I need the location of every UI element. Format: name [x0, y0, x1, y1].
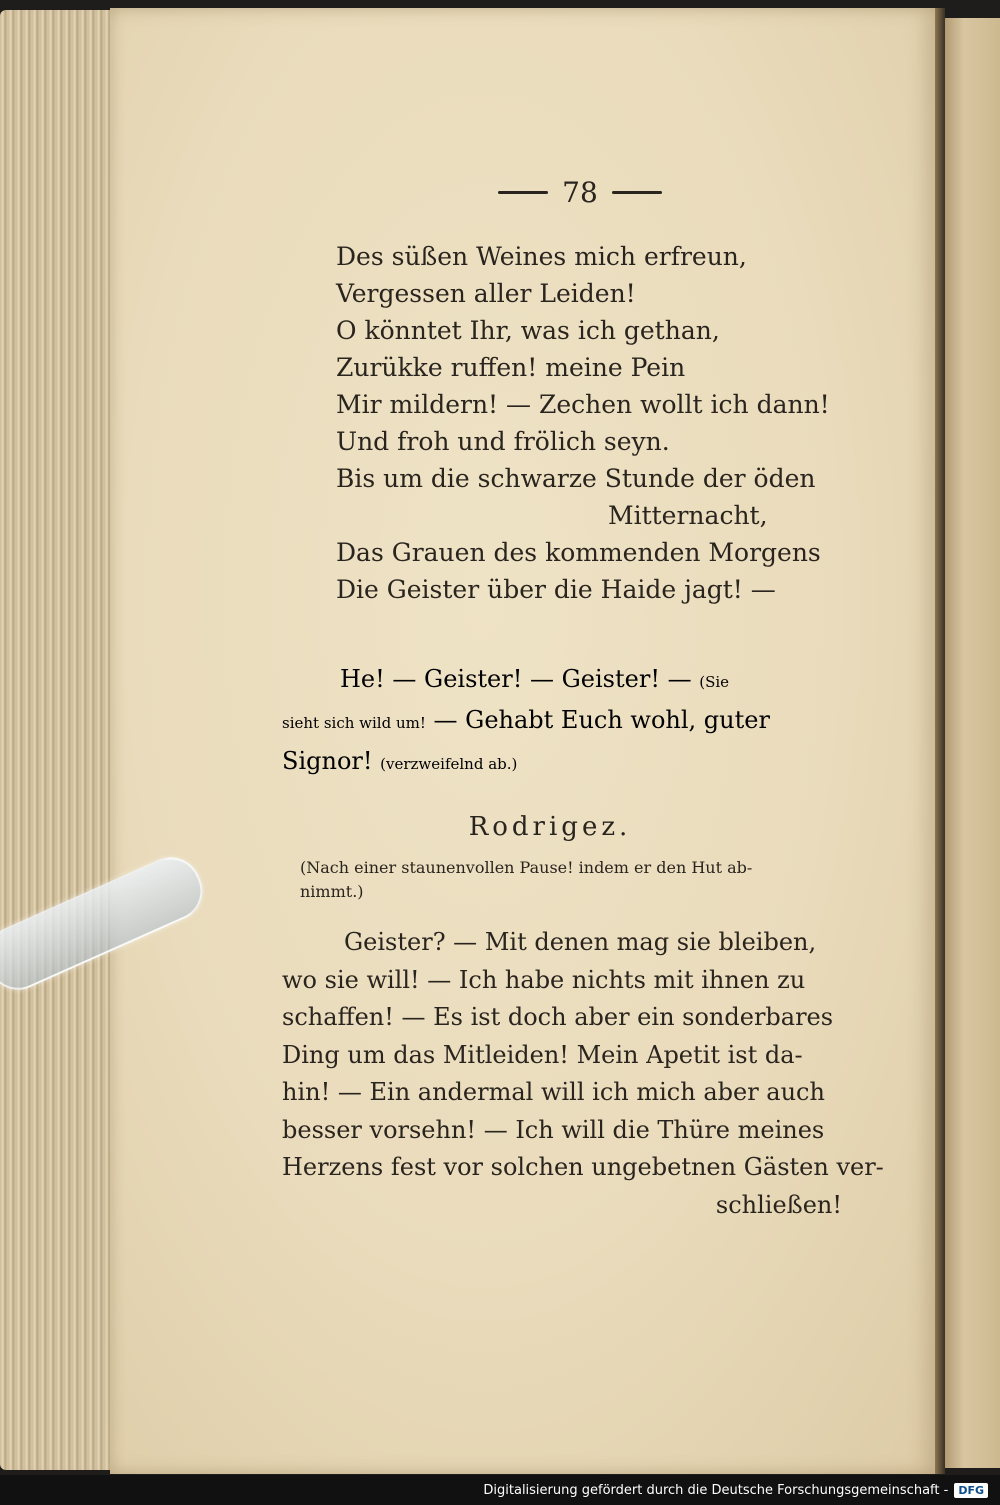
- paragraph-line: Herzens fest vor solchen ungebetnen Gästen ver-: [282, 1153, 884, 1181]
- speech-line: Signor!: [282, 747, 373, 775]
- verse-line: Vergessen aller Leiden!: [336, 279, 636, 308]
- verse-line: Bis um die schwarze Stunde der öden: [336, 464, 816, 493]
- paragraph-line: schaffen! — Es ist doch aber ein sonderbares: [282, 1003, 834, 1031]
- verse-line: Und froh und frölich seyn.: [336, 427, 670, 456]
- stage-direction: (Nach einer staunenvollen Pause! indem er den Hut ab- nimmt.): [300, 858, 753, 901]
- stage-note: (verzweifelnd ab.): [380, 755, 518, 773]
- verse-line: Mitternacht,: [608, 501, 768, 530]
- stage-note: sieht sich wild um!: [282, 714, 426, 732]
- verse-line: Zurükke ruffen! meine Pein: [336, 353, 686, 382]
- verse-line: Mir mildern! — Zechen wollt ich dann!: [336, 390, 830, 419]
- page-number: 78: [562, 175, 598, 209]
- footer-bar: [0, 1475, 1000, 1505]
- book-gutter: [935, 8, 945, 1474]
- paragraph-line: Ding um das Mitleiden! Mein Apetit ist da-: [282, 1040, 803, 1069]
- ornament-rule-right: [612, 191, 662, 194]
- speech-line: He! — Geister! — Geister! —: [340, 665, 692, 693]
- paragraph-block: [282, 924, 884, 1224]
- speech-line: — Gehabt Euch wohl, guter: [433, 706, 770, 734]
- verse-line: Die Geister über die Haide jagt! —: [336, 575, 776, 604]
- paragraph-line: wo sie will! — Ich habe nichts mit ihnen zu: [282, 965, 806, 994]
- page-number-header: [460, 172, 700, 212]
- paragraph-line: hin! — Ein andermal will ich mich aber auch: [282, 1078, 825, 1106]
- footer-credit: Digitalisierung gefördert durch die Deutsche Forschungsgemeinschaft -: [483, 1482, 949, 1498]
- verse-line: Des süßen Weines mich erfreun,: [336, 242, 747, 271]
- verse-line: Das Grauen des kommenden Morgens: [336, 538, 821, 567]
- speaker-name: Rodrigez.: [468, 812, 632, 842]
- paragraph-line: Geister? — Mit denen mag sie bleiben,: [344, 928, 817, 956]
- page-edges: [0, 10, 118, 1470]
- stage-note: (Sie: [699, 673, 730, 691]
- paragraph-line: besser vorsehn! — Ich will die Thüre meines: [282, 1115, 825, 1144]
- verse-line: O könntet Ihr, was ich gethan,: [336, 316, 720, 345]
- dfg-logo: DFG: [954, 1483, 988, 1498]
- verse-block: [336, 238, 830, 608]
- ornament-rule-left: [498, 191, 548, 194]
- paragraph-line: schließen!: [715, 1190, 842, 1219]
- facing-page-edge: [940, 18, 1000, 1468]
- speech-block: [282, 660, 842, 783]
